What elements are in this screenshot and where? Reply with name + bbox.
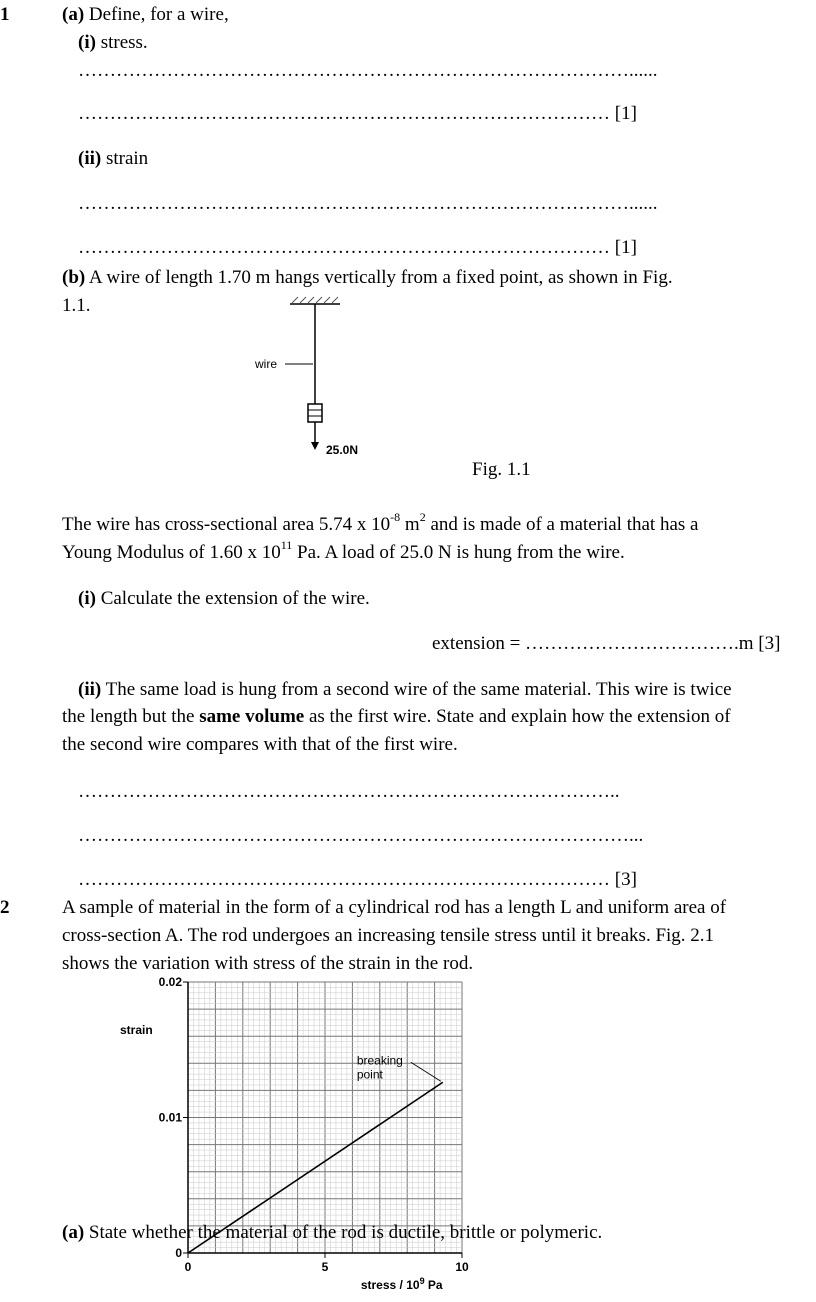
q1bii-text-line3: the second wire compares with that of the first wire. [62,734,458,755]
breaking-point-label: point [356,1067,383,1082]
force-arrow-head [311,442,319,450]
y-tick-label: 0.02 [158,975,182,989]
figure-1-1-diagram [240,292,380,462]
x-tick-label: 5 [321,1260,329,1274]
answer-line-mark[interactable]: ………………………………………………………………………… [1] [78,103,637,124]
answer-line-mark[interactable]: ………………………………………………………………………… [3] [78,869,637,890]
q1aii-prompt [78,148,148,170]
q1aii-label: (ii) [78,148,102,169]
support-hatching [292,297,338,303]
wire-label: wire [255,357,278,371]
q1-info-line2: Young Modulus of 1.60 x $10^{11}$ Pa. A load of 25.0 N is hung from the wire. [62,538,625,563]
q1-info-line1: The wire has cross-sectional area 5.74 x $10^{-8}$ $m^2$ and is made of a material that has a [62,510,699,535]
load-label: 25.0N [326,443,359,457]
q1bii-text-line2: the length but the same volume as the first wire. State and explain how the extension of [62,706,731,727]
answer-line-mark[interactable]: ………………………………………………………………………… [1] [78,237,637,258]
q1bi-prompt: (i) Calculate the extension of the wire. [78,588,370,609]
answer-line[interactable]: ………………………………………………………………………….. [78,781,620,802]
load-mass [308,404,322,422]
q1aii-text: strain [101,148,149,169]
question-2-number: 2 [0,897,10,918]
question-1-number: 1 [0,4,10,25]
y-tick-label: 0.01 [158,1110,182,1125]
x-tick-label: 0 [184,1260,192,1274]
figure-1-1-caption: Fig. 1.1 [472,459,531,480]
q2-text-line3: shows the variation with stress of the strain in the rod. [62,953,474,974]
q1ai-text: stress. [95,32,148,53]
extension-answer-line[interactable]: extension = …………………………….m [3] [432,633,781,654]
x-axis-label: stress / $10^9$ Pa [360,1276,443,1292]
q1a-prompt [62,4,229,26]
y-tick-label: 0 [175,1246,182,1260]
q1b-text-cont: 1.1. [62,295,91,316]
q1b-label: (b) [62,267,86,288]
q2-text-line2: cross-section A. The rod undergoes an increasing tensile stress until it breaks. Fig. 2.1 [62,925,715,946]
q2a-prompt: (a) State whether the material of the rod is ductile, brittle or polymeric. [62,1222,603,1243]
figure-2-1-chart [100,970,500,1300]
x-tick-label: 10 [455,1260,469,1274]
answer-line[interactable]: ……………………………………………………………………………...... [78,60,658,81]
q1a-label: (a) [62,4,85,25]
q1ai-label: (i) [78,32,96,53]
q1a-text: Define, for a wire, [84,4,229,25]
q1b-prompt [62,267,673,289]
breaking-point-leader [411,1062,441,1081]
q1b-text: A wire of length 1.70 m hangs vertically from a fixed point, as shown in Fig. [85,267,673,288]
answer-line[interactable]: ……………………………………………………………………………... [78,825,644,846]
q2-text-line1: A sample of material in the form of a cylindrical rod has a length L and uniform area of [62,897,727,918]
y-axis-label: strain [120,1023,153,1037]
answer-line[interactable]: ……………………………………………………………………………...... [78,193,658,214]
same-volume-emphasis: same volume [199,706,305,727]
q1bii-prompt: (ii) The same load is hung from a second wire of the same material. This wire is twice [78,679,732,700]
breaking-point-label: breaking [356,1053,403,1068]
q1ai-prompt [78,32,148,54]
